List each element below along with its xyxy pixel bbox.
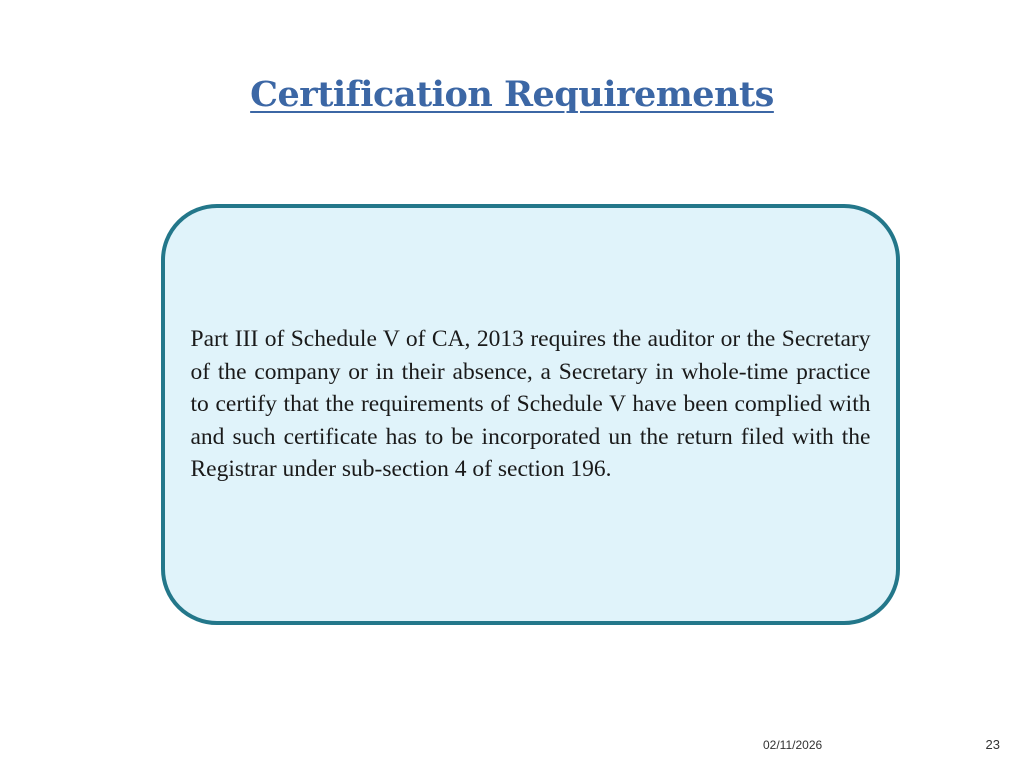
content-box: [161, 204, 900, 625]
footer-date: 02/11/2026: [763, 738, 823, 752]
page-number: 23: [985, 737, 1000, 752]
content-text: Part III of Schedule V of CA, 2013 requires the auditor or the Secretary of the company or in their absence, a Secretary in whole-time practice to certify that the requirements of Schedule V have been complied with and such certificate has to be incorporated un the return filed with the Registrar under sub-section 4 of section 196.: [190, 326, 871, 483]
slide-title: Certification Requirements: [250, 74, 774, 115]
